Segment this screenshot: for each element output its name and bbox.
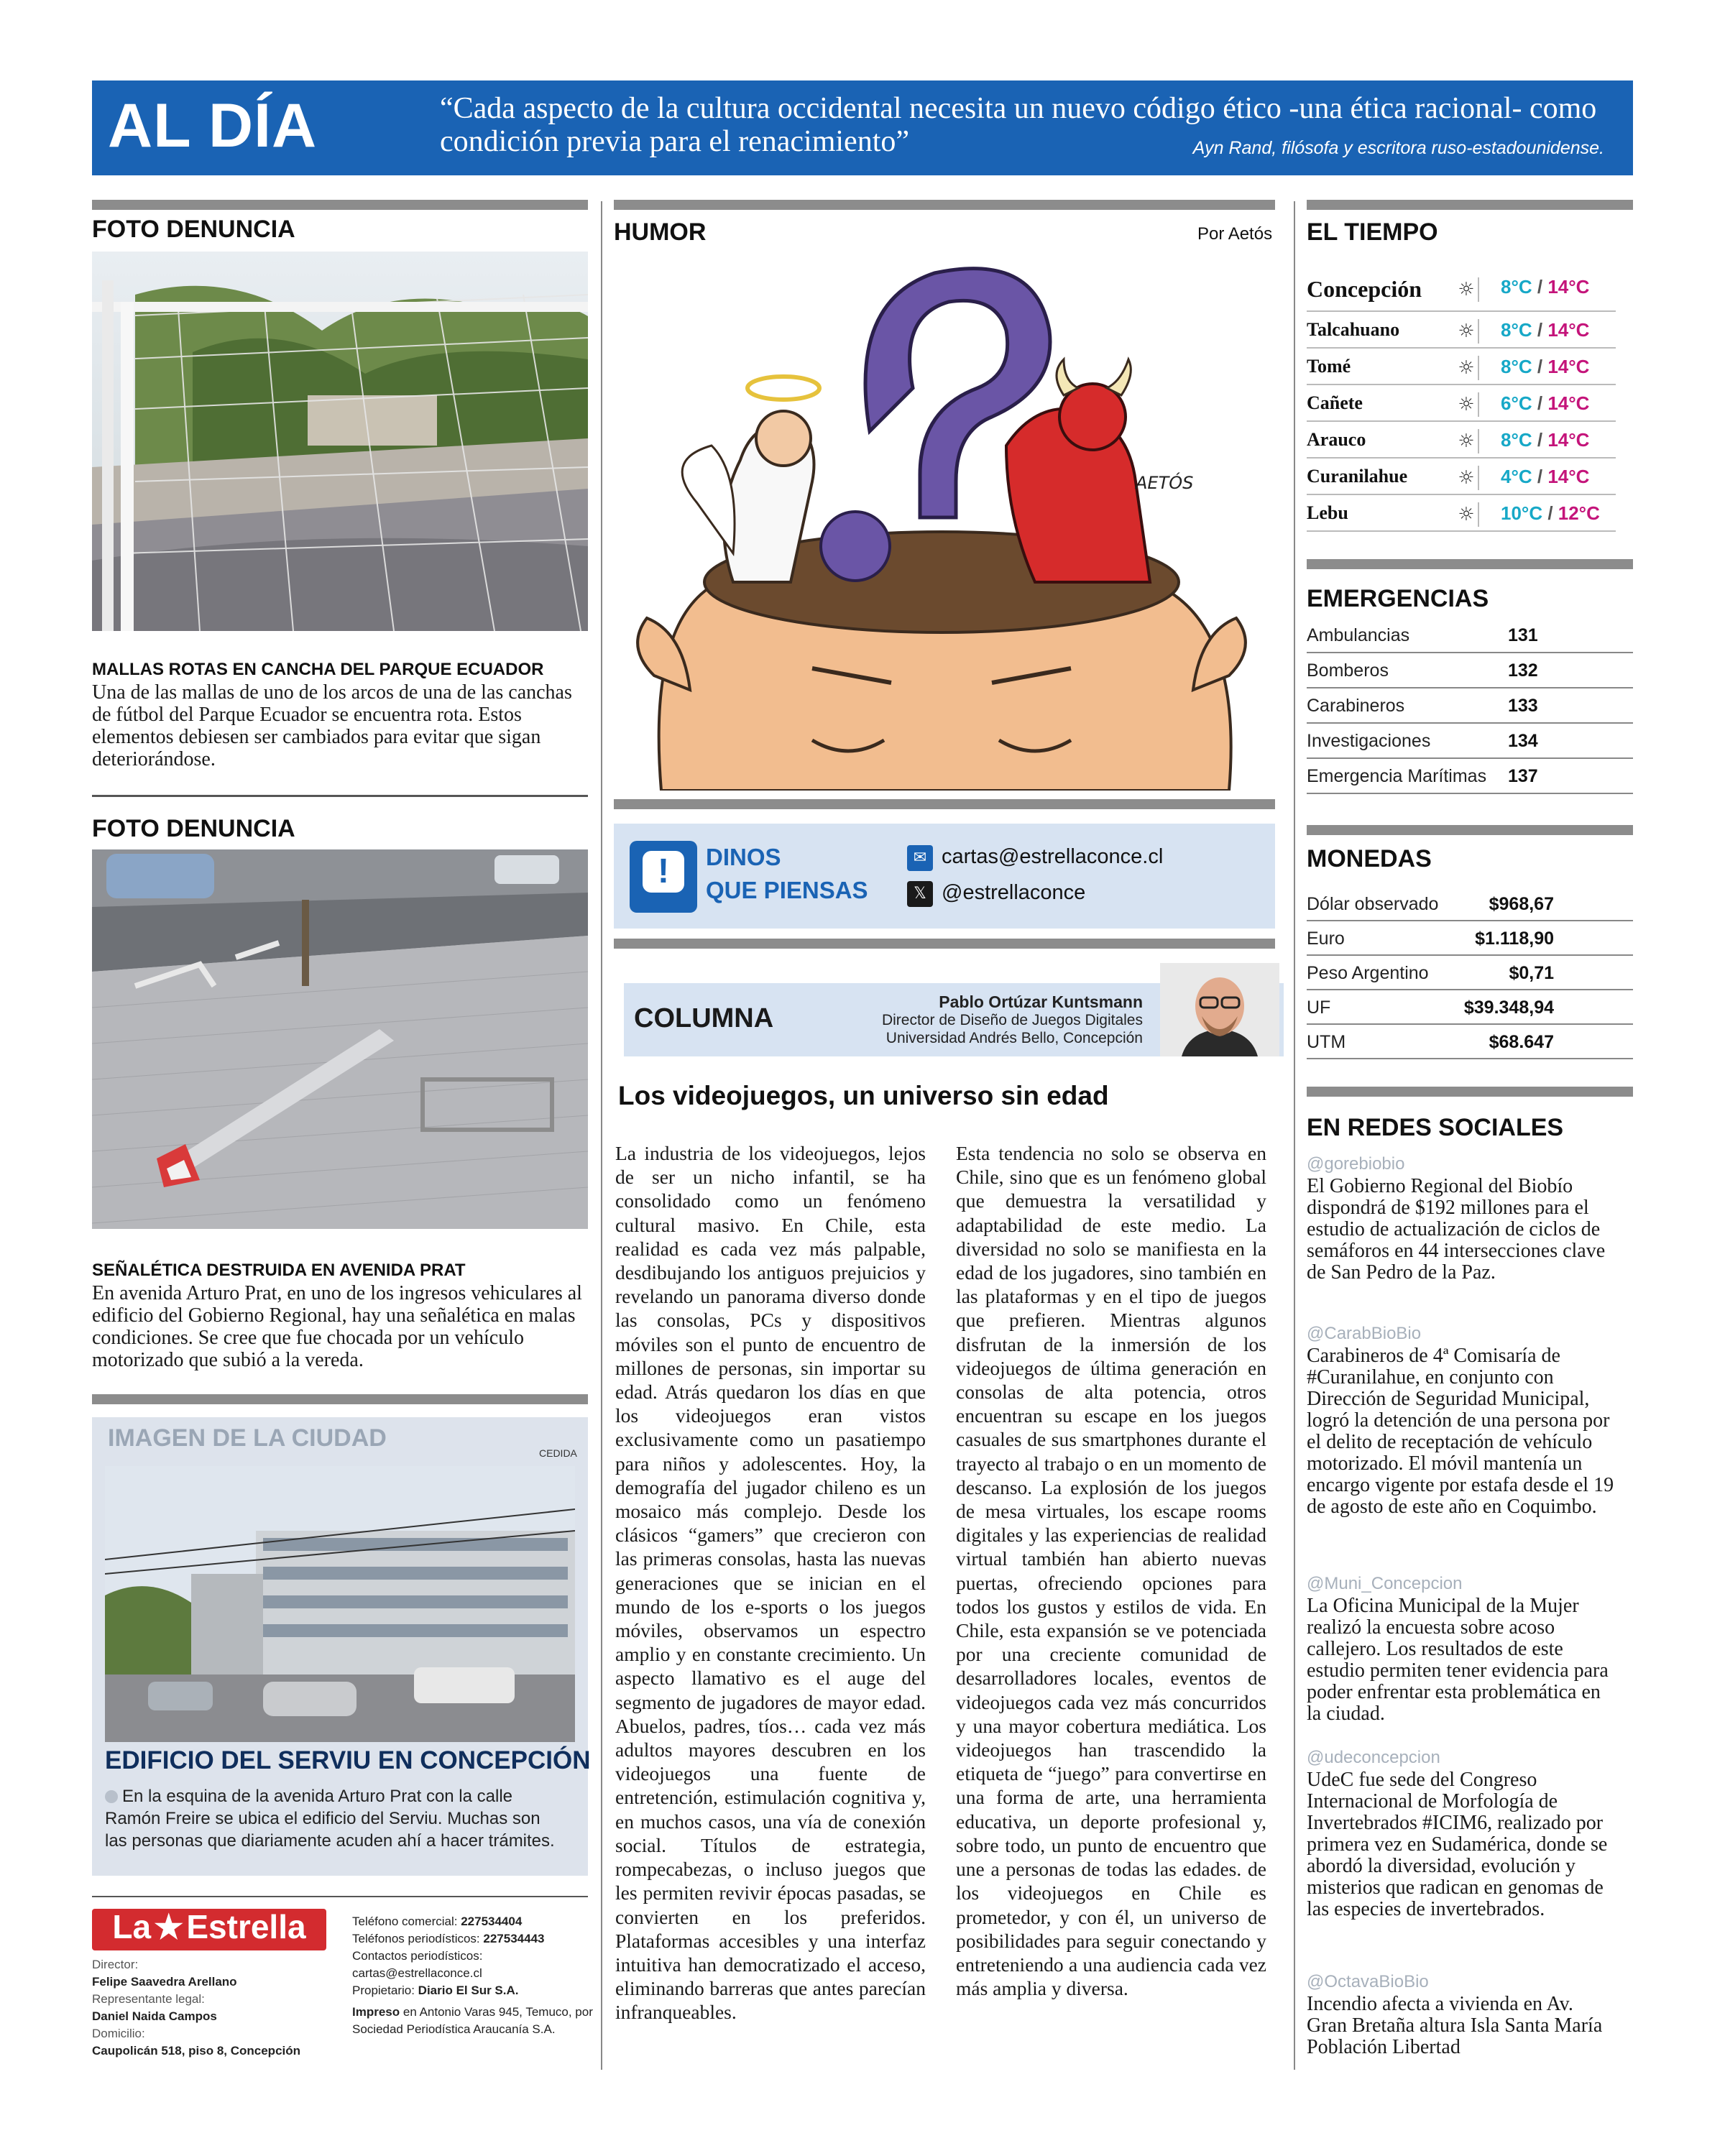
- social-section-title: EN REDES SOCIALES: [1307, 1114, 1564, 1141]
- column-label: COLUMNA: [634, 1003, 774, 1033]
- section-rule: [1307, 1087, 1633, 1097]
- emergency-number[interactable]: 132: [1508, 660, 1538, 681]
- column-text-2: Esta tendencia no solo se observa en Chile, sino que es un fenómeno global que demuestra la versatilidad y adaptabilidad de este medio. La diversidad no solo se manifiesta en la edad de los jugadores, sino también en las plataformas y en el tipo de juegos que prefieren. Mientras algunos disfrutan de la inmersión de los videojuegos de última generación en consolas de alta potencia, otros encuentran su escape en los juegos casuales de sus smartphones durante el trayecto al trabajo o en un momento de descanso. La explosión de los juegos de mesa virtuales, los escape rooms digitales y las experiencias de realidad virtual también han abierto nuevas puertas, ofreciendo opciones para todos los gustos y estilos de vida. En Chile, esta expansión se ve potenciada por una creciente comunidad de desarrolladores locales, eventos de videojuegos cada vez más concurridos y una mayor cobertura mediática. Los videojuegos han trascendido la etiqueta de “juego” para convertirse en una forma de arte, una herramienta educativa, un deporte profesional y, sobre todo, un punto de encuentro que une a personas de todas las edades. de los videojuegos en Chile es prometedor, y con él, un universo de posibilidades para seguir conectando y entreteniendo a una audiencia cada vez más amplia y diversa.: [956, 1142, 1266, 2000]
- divider: [92, 795, 588, 797]
- social-handle[interactable]: @udeconcepcion: [1307, 1748, 1440, 1767]
- logo-prefix: La: [112, 1908, 152, 1945]
- photo1-caption-title: MALLAS ROTAS EN CANCHA DEL PARQUE ECUADOR: [92, 660, 544, 679]
- dinos-line1: DINOS: [706, 844, 781, 870]
- photo-broken-sign: [92, 849, 588, 1229]
- temp-min: 4°C: [1501, 466, 1532, 487]
- city-caption: [105, 1785, 565, 1852]
- weather-row: [1307, 422, 1616, 459]
- currency-row: [1307, 887, 1633, 921]
- temp-max: 14°C: [1547, 429, 1590, 451]
- currency-name: Euro: [1307, 929, 1345, 949]
- social-post-text: El Gobierno Regional del Biobío dispondrá de $192 millones para el estudio de actualización de ciclos de semáforos en 44 intersecciones clave de San Pedro de la Paz.: [1307, 1175, 1606, 1284]
- currency-row: [1307, 990, 1633, 1025]
- temp-separator: /: [1532, 356, 1548, 377]
- currency-value: $68.647: [1489, 1032, 1554, 1052]
- author-photo: [1160, 963, 1279, 1056]
- photo2-caption-text: En avenida Arturo Prat, en uno de los ingresos vehiculares al edificio del Gobierno Regional, hay una señalética en malas condiciones. Se cree que fue chocada por un vehículo motorizado que subió a la vereda.: [92, 1282, 582, 1371]
- weather-city: Curanilahue: [1307, 466, 1408, 487]
- sun-icon: ☼: [1455, 429, 1479, 453]
- emergency-number[interactable]: 133: [1508, 696, 1538, 716]
- humor-author: Por Aetós: [1197, 224, 1273, 244]
- social-handle[interactable]: @CarabBioBio: [1307, 1324, 1422, 1343]
- section-rule: [92, 1394, 588, 1404]
- sun-icon: ☼: [1455, 356, 1479, 380]
- bullet-icon: [105, 1790, 118, 1803]
- photo2-section-title: FOTO DENUNCIA: [92, 815, 295, 842]
- section-rule: [1307, 825, 1633, 835]
- weather-row: [1307, 385, 1616, 422]
- envelope-icon: ✉: [907, 845, 933, 871]
- column-author: Pablo Ortúzar Kuntsmann: [939, 992, 1143, 1011]
- photo1-section-title: FOTO DENUNCIA: [92, 216, 295, 243]
- emergency-row: [1307, 688, 1633, 724]
- weather-row: [1307, 312, 1616, 349]
- logo-name: Estrella: [186, 1908, 306, 1945]
- emergency-number[interactable]: 134: [1508, 731, 1538, 751]
- currency-value: $39.348,94: [1463, 998, 1554, 1018]
- weather-temps: [1501, 392, 1589, 415]
- weather-temps: [1501, 276, 1589, 298]
- currency-value: $968,67: [1489, 894, 1554, 914]
- temp-min: 8°C: [1501, 356, 1532, 377]
- social-post-text: La Oficina Municipal de la Mujer realizó la encuesta sobre acoso callejero. Los resultados de este estudio permiten tener evidencia para poder enfrentar esta problemática en la ciudad.: [1307, 1595, 1609, 1725]
- tel-per-label: Teléfonos periodísticos:: [352, 1932, 480, 1945]
- emergency-name: Carabineros: [1307, 696, 1405, 716]
- emergencies-section-title: EMERGENCIAS: [1307, 585, 1489, 612]
- weather-city: Tomé: [1307, 356, 1351, 377]
- sun-icon: ☼: [1455, 392, 1479, 417]
- section-rule: [614, 799, 1275, 809]
- author-role: Director de Diseño de Juegos Digitales: [881, 1012, 1143, 1028]
- temp-separator: /: [1532, 319, 1548, 341]
- weather-row: [1307, 267, 1616, 312]
- x-logo-icon: 𝕏: [907, 881, 933, 907]
- photo-broken-net: [92, 252, 588, 631]
- emergency-number[interactable]: 131: [1508, 625, 1538, 645]
- rep-name: Daniel Naida Campos: [92, 2009, 217, 2023]
- social-handle[interactable]: @OctavaBioBio: [1307, 1972, 1429, 1991]
- humor-section-title: HUMOR: [614, 218, 707, 246]
- x-handle[interactable]: @estrellaconce: [942, 881, 1086, 904]
- emergency-table: [1307, 618, 1633, 794]
- currency-name: UTM: [1307, 1032, 1346, 1052]
- address-label: Domicilio:: [92, 2027, 145, 2040]
- sun-icon: ☼: [1455, 466, 1479, 490]
- staff-credits: [92, 1956, 329, 2060]
- temp-min: 6°C: [1501, 392, 1532, 414]
- temp-min: 8°C: [1501, 276, 1532, 298]
- print-info: en Antonio Varas 945, Temuco, por Sociedad Periodística Araucanía S.A.: [352, 2005, 593, 2036]
- quote-author: Ayn Rand, filósofa y escritora ruso-estadounidense.: [1192, 138, 1604, 158]
- star-icon: ★: [154, 1908, 184, 1945]
- weather-row: [1307, 349, 1616, 385]
- weather-section-title: EL TIEMPO: [1307, 218, 1438, 246]
- currency-name: Peso Argentino: [1307, 963, 1429, 983]
- section-rule: [614, 200, 1275, 210]
- sun-icon: ☼: [1455, 319, 1479, 344]
- city-title: EDIFICIO DEL SERVIU EN CONCEPCIÓN: [105, 1746, 591, 1774]
- temp-max: 12°C: [1558, 502, 1600, 524]
- temp-min: 8°C: [1501, 429, 1532, 451]
- print-label: Impreso: [352, 2005, 400, 2019]
- temp-separator: /: [1532, 429, 1548, 451]
- weather-city: Concepción: [1307, 276, 1422, 302]
- emergency-row: [1307, 653, 1633, 688]
- temp-separator: /: [1542, 502, 1558, 524]
- weather-city: Lebu: [1307, 502, 1348, 523]
- photo-serviu-building: [105, 1466, 575, 1742]
- social-post-text: UdeC fue sede del Congreso Internacional de Morfología de Invertebrados #ICIM6, realizado por primera vez en Sudamérica, donde se abordó la diversidad, evolución y misterios que radican en genomas de las especies de invertebrados.: [1307, 1769, 1608, 1920]
- section-rule: [614, 939, 1275, 949]
- owner: Diario El Sur S.A.: [418, 1984, 519, 1997]
- dinos-line2: QUE PIENSAS: [706, 877, 868, 903]
- temp-max: 14°C: [1547, 466, 1590, 487]
- author-institution: Universidad Andrés Bello, Concepción: [886, 1030, 1143, 1046]
- photo2-caption-title: SEÑALÉTICA DESTRUIDA EN AVENIDA PRAT: [92, 1261, 466, 1280]
- emergency-name: Emergencia Marítimas: [1307, 766, 1487, 786]
- city-section-label: IMAGEN DE LA CIUDAD: [108, 1424, 387, 1452]
- tel-com-label: Teléfono comercial:: [352, 1915, 458, 1928]
- currency-name: Dólar observado: [1307, 894, 1439, 914]
- emergency-name: Ambulancias: [1307, 625, 1410, 645]
- section-title: AL DÍA: [108, 91, 318, 160]
- social-handle[interactable]: @gorebiobio: [1307, 1154, 1405, 1174]
- director-label: Director:: [92, 1958, 139, 1971]
- column-separator: [601, 201, 602, 2070]
- weather-temps: [1501, 466, 1589, 488]
- photo1-caption-text: Una de las mallas de uno de los arcos de una de las canchas de fútbol del Parque Ecuador se encuentra rota. Estos elementos debiesen ser cambiados para evitar que sigan deteriorándose.: [92, 681, 572, 770]
- dinos-title: [706, 841, 868, 907]
- exclamation-icon: !: [630, 841, 697, 913]
- city-caption-text: En la esquina de la avenida Arturo Prat con la calle Ramón Freire se ubica el edificio del Serviu. Muchas son las personas que diariamente acuden ahí a hacer trámites.: [105, 1787, 555, 1851]
- weather-city: Arauco: [1307, 429, 1366, 450]
- cartoon-signature: AETÓS: [1136, 473, 1194, 493]
- currencies-section-title: MONEDAS: [1307, 845, 1432, 872]
- photo-credit: CEDIDA: [539, 1447, 577, 1459]
- owner-label: Propietario:: [352, 1984, 415, 1997]
- column-author-block: [882, 993, 1143, 1047]
- temp-min: 10°C: [1501, 502, 1543, 524]
- currency-name: UF: [1307, 998, 1331, 1018]
- tel-com: 227534404: [461, 1915, 523, 1928]
- column-text-1: La industria de los videojuegos, lejos de ser un nicho infantil, se ha consolidado como un fenómeno cultural masivo. En Chile, esta realidad es cada vez más palpable, desdibujando los antiguos prejuicios y revelando un panorama diverso donde las consolas, PCs y dispositivos móviles son el punto de encuentro de millones de personas, sin importar su edad. Atrás quedaron los días en que los videojuegos eran vistos exclusivamente como un pasatiempo para niños y adolescentes. Hoy, la demografía del jugador chileno es un mosaico más complejo. Desde los clásicos “gamers” que crecieron con las primeras consolas, hasta las nuevas generaciones que se inician en el mundo de los e-sports o los juegos móviles, observamos un espectro amplio y en constante crecimiento. Un aspecto llamativo es el auge del segmento de jugadores de mayor edad. Abuelos, padres, tíos… cada vez más adultos mayores descubren en los videojuegos una fuente de entretención, estimulación cognitiva y, en muchos casos, una vía de conexión social. Títulos de estrategia, rompecabezas, o incluso juegos que les permiten revivir épocas pasadas, se convierten en los preferidos. Plataformas accesibles y una interfaz intuitiva han democratizado el acceso, eliminando barreras que antes parecían infranqueables.: [615, 1142, 926, 2024]
- emergency-row: [1307, 759, 1633, 794]
- sun-icon: ☼: [1455, 502, 1479, 527]
- column-headline: Los videojuegos, un universo sin edad: [618, 1081, 1109, 1110]
- address: Caupolicán 518, piso 8, Concepción: [92, 2044, 301, 2058]
- temp-separator: /: [1532, 276, 1548, 298]
- temp-min: 8°C: [1501, 319, 1532, 341]
- weather-city: Cañete: [1307, 392, 1363, 413]
- social-handle[interactable]: @Muni_Concepcion: [1307, 1574, 1463, 1593]
- currency-value: $1.118,90: [1475, 929, 1554, 949]
- temp-max: 14°C: [1547, 392, 1590, 414]
- currency-row: [1307, 956, 1633, 990]
- emergency-row: [1307, 724, 1633, 759]
- temp-separator: /: [1532, 466, 1548, 487]
- weather-city: Talcahuano: [1307, 319, 1400, 340]
- temp-max: 14°C: [1547, 319, 1590, 341]
- sun-icon: ☼: [1455, 277, 1479, 302]
- director-name: Felipe Saavedra Arellano: [92, 1975, 237, 1989]
- column-separator: [1294, 201, 1295, 2070]
- humor-cartoon: [632, 244, 1251, 791]
- weather-row: [1307, 495, 1616, 532]
- section-rule: [1307, 559, 1633, 569]
- section-rule: [92, 200, 588, 210]
- weather-temps: [1501, 502, 1600, 525]
- contacts-email[interactable]: cartas@estrellaconce.cl: [352, 1966, 482, 1980]
- letters-email[interactable]: cartas@estrellaconce.cl: [942, 845, 1164, 868]
- newspaper-logo[interactable]: [92, 1907, 326, 1946]
- contact-credits: [352, 1913, 597, 2038]
- weather-temps: [1501, 429, 1589, 451]
- emergency-number[interactable]: 137: [1508, 766, 1538, 786]
- currency-row: [1307, 921, 1633, 956]
- emergency-name: Bomberos: [1307, 660, 1389, 681]
- tel-per: 227534443: [483, 1932, 545, 1945]
- divider: [92, 1896, 588, 1897]
- weather-row: [1307, 459, 1616, 495]
- weather-table: [1307, 267, 1616, 532]
- quote: “Cada aspecto de la cultura occidental necesita un nuevo código ético -una ética racional- como condición previa para el renacimiento”: [440, 92, 1597, 158]
- social-post-text: Carabineros de 4ª Comisaría de #Curanilahue, en conjunto con Dirección de Seguridad Municipal, logró la detención de una persona por el delito de receptación de vehículo motorizado. El móvil mantenía un encargo vigente por estafa desde el 19 de agosto de este año en Coquimbo.: [1307, 1345, 1614, 1518]
- weather-temps: [1501, 319, 1589, 341]
- currency-table: [1307, 887, 1633, 1059]
- contacts-label: Contactos periodísticos:: [352, 1949, 483, 1963]
- rep-label: Representante legal:: [92, 1992, 205, 2006]
- temp-max: 14°C: [1547, 276, 1590, 298]
- currency-row: [1307, 1025, 1633, 1059]
- temp-max: 14°C: [1547, 356, 1590, 377]
- emergency-name: Investigaciones: [1307, 731, 1431, 751]
- weather-temps: [1501, 356, 1589, 378]
- emergency-row: [1307, 618, 1633, 653]
- temp-separator: /: [1532, 392, 1548, 414]
- currency-value: $0,71: [1509, 963, 1554, 983]
- section-rule: [1307, 200, 1633, 210]
- social-post-text: Incendio afecta a vivienda en Av. Gran Bretaña altura Isla Santa María Población Libertad: [1307, 1993, 1603, 2058]
